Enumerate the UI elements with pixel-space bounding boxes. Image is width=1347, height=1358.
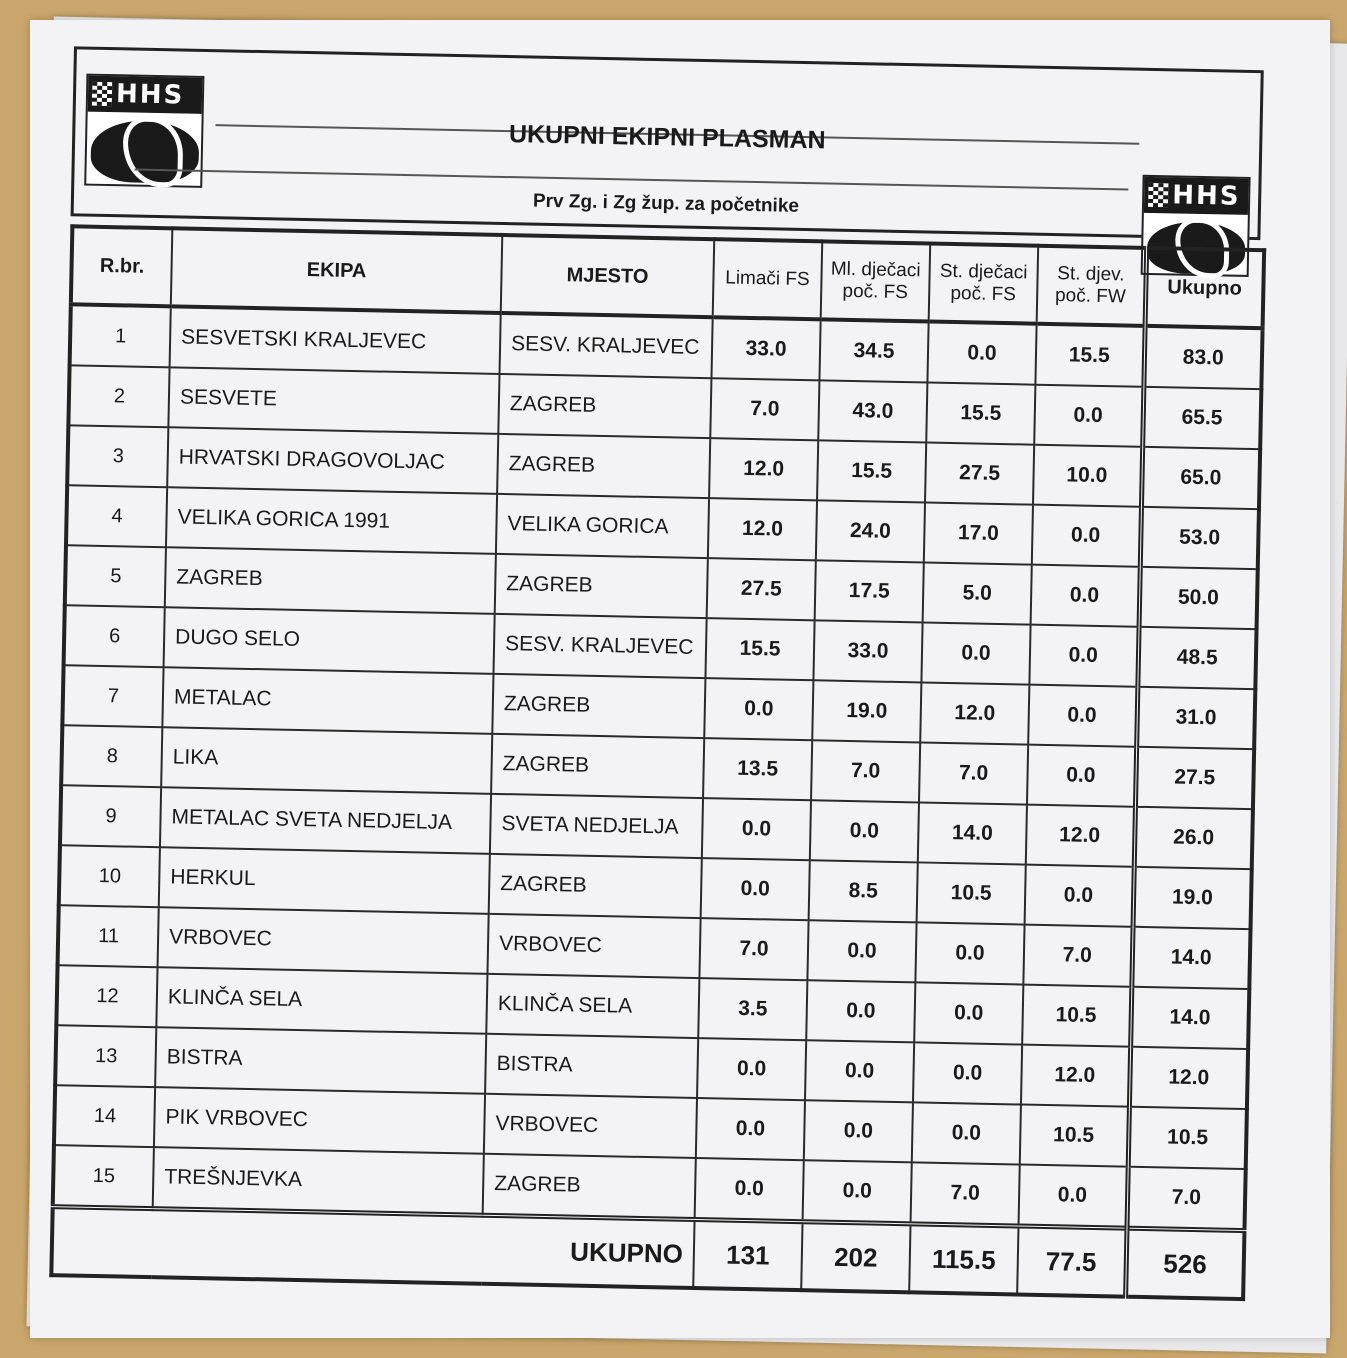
limaci-cell: 15.5 xyxy=(705,618,814,680)
team-cell: LIKA xyxy=(161,727,492,794)
place-cell: ZAGREB xyxy=(495,554,708,618)
place-cell: BISTRA xyxy=(485,1034,698,1098)
total-cell: 14.0 xyxy=(1131,927,1250,989)
team-cell: PIK VRBOVEC xyxy=(154,1087,485,1154)
rank-cell: 5 xyxy=(65,545,166,607)
place-cell: ZAGREB xyxy=(498,374,711,438)
st-djev-cell: 0.0 xyxy=(1025,865,1134,927)
rank-cell: 13 xyxy=(55,1025,156,1087)
total-cell: 53.0 xyxy=(1140,507,1259,569)
st-djev-cell: 12.0 xyxy=(1021,1045,1130,1107)
total-cell: 26.0 xyxy=(1134,807,1253,869)
limaci-cell: 33.0 xyxy=(711,317,820,380)
total-cell: 31.0 xyxy=(1136,687,1255,749)
limaci-cell: 7.0 xyxy=(710,378,819,440)
col-header-ekipa: EKIPA xyxy=(171,228,502,313)
st-djev-cell: 10.5 xyxy=(1020,1105,1129,1167)
st-djev-cell: 0.0 xyxy=(1031,565,1140,627)
place-cell: SESV. KRALJEVEC xyxy=(493,614,706,678)
ml-djecaci-cell: 0.0 xyxy=(810,800,919,862)
place-cell: SESV. KRALJEVEC xyxy=(500,313,713,378)
ml-djecaci-cell: 15.5 xyxy=(817,440,926,502)
ml-djecaci-cell: 8.5 xyxy=(809,860,918,922)
limaci-cell: 0.0 xyxy=(695,1158,804,1222)
rank-cell: 7 xyxy=(62,665,163,727)
team-cell: VELIKA GORICA 1991 xyxy=(166,487,497,554)
rank-cell: 8 xyxy=(61,725,162,787)
st-djev-cell: 7.0 xyxy=(1023,925,1132,987)
total-cell: 7.0 xyxy=(1126,1167,1245,1231)
total-cell: 48.5 xyxy=(1137,627,1256,689)
totals-ukupno: 526 xyxy=(1125,1228,1244,1299)
ml-djecaci-cell: 24.0 xyxy=(816,500,925,562)
rank-cell: 11 xyxy=(58,905,159,967)
ml-djecaci-cell: 19.0 xyxy=(812,680,921,742)
total-cell: 50.0 xyxy=(1139,567,1258,629)
limaci-cell: 3.5 xyxy=(698,978,807,1040)
st-djecaci-cell: 27.5 xyxy=(925,443,1034,505)
limaci-cell: 0.0 xyxy=(701,858,810,920)
team-cell: SESVETSKI KRALJEVEC xyxy=(170,306,501,374)
st-djecaci-cell: 14.0 xyxy=(918,802,1027,864)
rank-cell: 2 xyxy=(68,365,169,427)
team-cell: METALAC xyxy=(162,667,493,734)
ml-djecaci-cell: 0.0 xyxy=(805,1040,914,1102)
limaci-cell: 13.5 xyxy=(703,738,812,800)
limaci-cell: 0.0 xyxy=(697,1038,806,1100)
col-header-mjesto: MJESTO xyxy=(501,235,715,317)
total-cell: 14.0 xyxy=(1130,987,1249,1049)
totals-st-djev: 77.5 xyxy=(1017,1226,1126,1297)
team-cell: HERKUL xyxy=(159,847,490,914)
team-cell: KLINČA SELA xyxy=(156,967,487,1034)
st-djev-cell: 10.0 xyxy=(1033,445,1142,507)
rank-cell: 14 xyxy=(54,1085,155,1147)
st-djecaci-cell: 0.0 xyxy=(914,982,1023,1044)
total-cell: 12.0 xyxy=(1129,1047,1248,1109)
rank-cell: 15 xyxy=(53,1145,154,1208)
st-djecaci-cell: 0.0 xyxy=(913,1042,1022,1104)
page-title: UKUPNI EKIPNI PLASMAN xyxy=(508,120,826,155)
st-djecaci-cell: 0.0 xyxy=(912,1102,1021,1164)
st-djev-cell: 0.0 xyxy=(1028,685,1137,747)
col-header-st-djecaci: St. dječaci poč. FS xyxy=(929,244,1039,324)
team-cell: METALAC SVETA NEDJELJA xyxy=(160,787,491,854)
totals-label: UKUPNO xyxy=(51,1207,694,1288)
rank-cell: 1 xyxy=(70,304,171,367)
limaci-cell: 12.0 xyxy=(708,498,817,560)
rank-cell: 6 xyxy=(64,605,165,667)
totals-limaci: 131 xyxy=(693,1220,802,1291)
limaci-cell: 27.5 xyxy=(707,558,816,620)
place-cell: SVETA NEDJELJA xyxy=(490,794,703,858)
team-cell: HRVATSKI DRAGOVOLJAC xyxy=(167,427,498,494)
ml-djecaci-cell: 17.5 xyxy=(815,560,924,622)
st-djecaci-cell: 0.0 xyxy=(927,322,1036,385)
totals-ml-djecaci: 202 xyxy=(801,1222,910,1293)
team-cell: TREŠNJEVKA xyxy=(153,1147,484,1215)
ml-djecaci-cell: 0.0 xyxy=(804,1100,913,1162)
st-djecaci-cell: 0.0 xyxy=(915,922,1024,984)
ml-djecaci-cell: 33.0 xyxy=(813,620,922,682)
st-djecaci-cell: 0.0 xyxy=(921,622,1030,684)
total-cell: 27.5 xyxy=(1135,747,1254,809)
ml-djecaci-cell: 0.0 xyxy=(806,980,915,1042)
team-cell: ZAGREB xyxy=(165,547,496,614)
col-header-ml-djecaci: Ml. dječaci poč. FS xyxy=(821,241,931,321)
limaci-cell: 0.0 xyxy=(702,798,811,860)
place-cell: VRBOVEC xyxy=(487,914,700,978)
col-header-ukupno: Ukupno xyxy=(1145,248,1265,328)
team-cell: DUGO SELO xyxy=(164,607,495,674)
ml-djecaci-cell: 0.0 xyxy=(807,920,916,982)
col-header-limaci: Limači FS xyxy=(713,239,823,319)
place-cell: ZAGREB xyxy=(491,734,704,798)
col-header-rbr: R.br. xyxy=(71,226,173,306)
st-djecaci-cell: 5.0 xyxy=(923,562,1032,624)
place-cell: VRBOVEC xyxy=(484,1094,697,1158)
team-cell: SESVETE xyxy=(168,367,499,434)
total-cell: 10.5 xyxy=(1128,1107,1247,1169)
st-djecaci-cell: 7.0 xyxy=(919,742,1028,804)
place-cell: ZAGREB xyxy=(489,854,702,918)
rank-cell: 10 xyxy=(59,845,160,907)
rank-cell: 3 xyxy=(67,425,168,487)
st-djev-cell: 12.0 xyxy=(1026,805,1135,867)
total-cell: 65.5 xyxy=(1142,387,1261,449)
team-cell: VRBOVEC xyxy=(158,907,489,974)
st-djecaci-cell: 7.0 xyxy=(911,1162,1020,1226)
limaci-cell: 12.0 xyxy=(709,438,818,500)
col-header-st-djev: St. djev. poč. FW xyxy=(1037,246,1147,326)
st-djev-cell: 15.5 xyxy=(1035,324,1144,387)
limaci-cell: 0.0 xyxy=(696,1098,805,1160)
st-djev-cell: 0.0 xyxy=(1032,505,1141,567)
st-djecaci-cell: 15.5 xyxy=(926,383,1035,445)
ml-djecaci-cell: 43.0 xyxy=(818,380,927,442)
place-cell: ZAGREB xyxy=(483,1154,696,1220)
rank-cell: 12 xyxy=(56,965,157,1027)
hhs-logo-right: HHS xyxy=(1141,175,1251,277)
limaci-cell: 7.0 xyxy=(699,918,808,980)
total-cell: 65.0 xyxy=(1141,447,1260,509)
page-subtitle: Prv Zg. i Zg žup. za početnike xyxy=(532,190,800,217)
place-cell: KLINČA SELA xyxy=(486,974,699,1038)
total-cell: 83.0 xyxy=(1143,326,1262,389)
team-cell: BISTRA xyxy=(155,1027,486,1094)
place-cell: ZAGREB xyxy=(497,434,710,498)
st-djev-cell: 0.0 xyxy=(1019,1165,1128,1229)
st-djecaci-cell: 10.5 xyxy=(917,862,1026,924)
totals-st-djecaci: 115.5 xyxy=(909,1224,1018,1295)
st-djev-cell: 0.0 xyxy=(1034,385,1143,447)
team-ranking-table xyxy=(49,224,1266,1301)
place-cell: ZAGREB xyxy=(492,674,705,738)
st-djecaci-cell: 12.0 xyxy=(920,682,1029,744)
ml-djecaci-cell: 34.5 xyxy=(819,319,928,382)
st-djev-cell: 10.5 xyxy=(1022,985,1131,1047)
place-cell: VELIKA GORICA xyxy=(496,494,709,558)
ml-djecaci-cell: 7.0 xyxy=(811,740,920,802)
hhs-logo-left: HHS xyxy=(84,74,204,188)
st-djecaci-cell: 17.0 xyxy=(924,502,1033,564)
ml-djecaci-cell: 0.0 xyxy=(803,1160,912,1224)
st-djev-cell: 0.0 xyxy=(1027,745,1136,807)
limaci-cell: 0.0 xyxy=(704,678,813,740)
total-cell: 19.0 xyxy=(1133,867,1252,929)
rank-cell: 4 xyxy=(66,485,167,547)
document-header xyxy=(71,46,1264,240)
rank-cell: 9 xyxy=(60,785,161,847)
st-djev-cell: 0.0 xyxy=(1029,625,1138,687)
